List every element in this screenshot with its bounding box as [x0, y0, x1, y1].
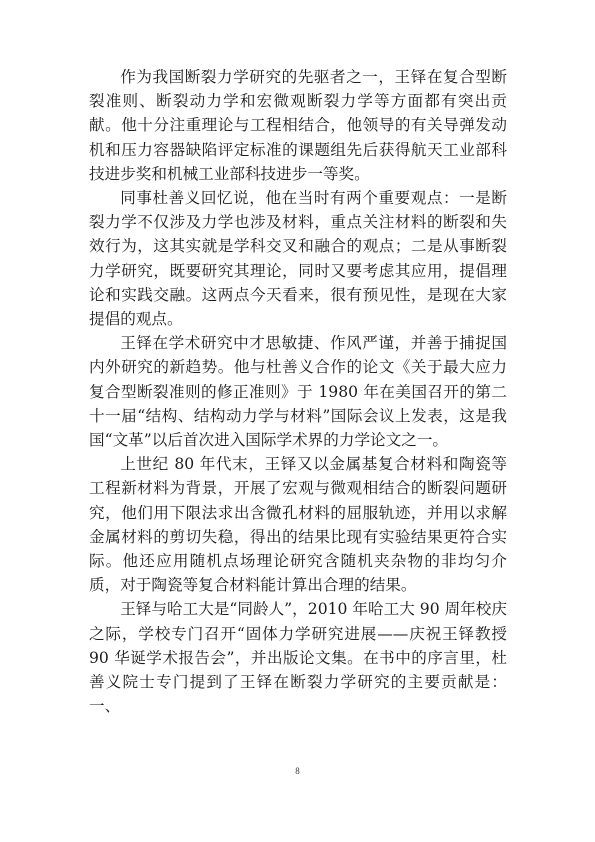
paragraph: 上世纪 80 年代末，王铎又以金属基复合材料和陶瓷等工程新材料为背景，开展了宏观与微观相结合的断裂问题研究，他们用下限法求出含微孔材料的屈服轨迹，并用以求解金属材料的剪切失稳，得出的结果比现有实验结果更符合实际。他还应用随机点场理论研究含随机夹杂物的非均匀介质，对于陶瓷等复合材料能计算出合理的结果。: [89, 455, 507, 595]
body-text: [89, 65, 507, 718]
paragraph: 同事杜善义回忆说，他在当时有两个重要观点：一是断裂力学不仅涉及力学也涉及材料，重点关注材料的断裂和失效行为，这其实就是学科交叉和融合的观点；二是从事断裂力学研究，既要研究其理论，同时又要考虑其应用，提倡理论和实践交融。这两点今天看来，很有预见性，是现在大家提倡的观点。: [89, 189, 507, 329]
page-number: 8: [295, 766, 300, 776]
paragraph: 作为我国断裂力学研究的先驱者之一，王铎在复合型断裂准则、断裂动力学和宏微观断裂力学等方面都有突出贡献。他十分注重理论与工程相结合，他领导的有关导弹发动机和压力容器缺陷评定标准的课题组先后获得航天工业部科技进步奖和机械工业部科技进步一等奖。: [89, 68, 507, 183]
paragraph: 王铎与哈工大是“同龄人”，2010 年哈工大 90 周年校庆之际，学校专门召开“固体力学研究进展——庆祝王铎教授 90 华诞学术报告会”，并出版论文集。在书中的序言里，杜善义院士专门提到了王铎在断裂力学研究的主要贡献是：一、: [89, 600, 507, 716]
paragraph: 王铎在学术研究中才思敏捷、作风严谨，并善于捕捉国内外研究的新趋势。他与杜善义合作的论文《关于最大应力复合型断裂准则的修正准则》于 1980 年在美国召开的第二十一届“结构、结构动力学与材料”国际会议上发表，这是我国“文革”以后首次进入国际学术界的力学论文之一。: [89, 334, 507, 450]
